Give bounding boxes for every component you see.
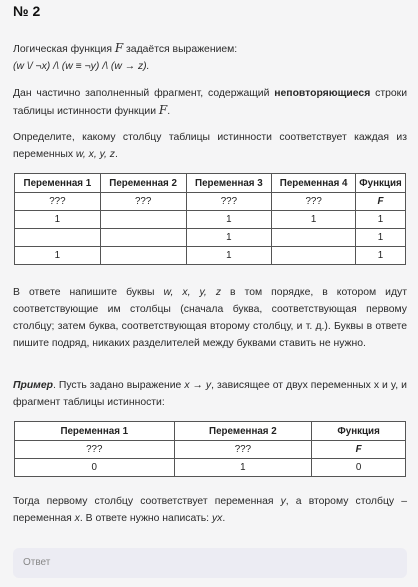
instructions-vars: w, x, y, z	[163, 287, 222, 298]
table-row	[15, 441, 406, 459]
table-cell: 1	[15, 247, 101, 265]
intro-line1-suffix: задаётся выражением:	[123, 44, 238, 55]
table-cell: ???	[272, 193, 356, 211]
table-cell: 1	[186, 211, 272, 229]
task-number: № 2	[13, 3, 41, 19]
intro-line1-prefix: Логическая функция	[13, 44, 115, 55]
function-symbol-2: F	[158, 103, 168, 117]
instructions-part2: в том порядке, в котором идут соответствующие им столбцы (сначала буква, соответствующая первому столбцу; затем буква, соответствующая второму столбцу, и т. д.). Буквы в ответе пишите подряд, никаких разделителей между буквами ставить не нужно.	[13, 287, 407, 349]
intro-text	[13, 40, 407, 75]
table-row	[15, 229, 406, 247]
table-cell: 1	[186, 247, 272, 265]
fragment-desc-end: .	[167, 106, 171, 117]
table-row	[15, 211, 406, 229]
table-cell: 1	[356, 211, 406, 229]
conclusion-part3: . В ответе нужно написать:	[79, 513, 212, 524]
table-cell-function: F	[356, 193, 406, 211]
table-cell: 1	[356, 229, 406, 247]
fragment-desc-part2: строки таблицы истинности функции	[13, 88, 407, 117]
instructions-part1: В ответе напишите буквы	[13, 287, 164, 298]
table-cell: 0	[15, 459, 175, 477]
table-cell	[100, 247, 186, 265]
fragment-desc-part1: Дан частично заполненный фрагмент, содержащий	[13, 88, 275, 99]
table-header-cell: Переменная 3	[186, 174, 272, 193]
answer-input[interactable]	[13, 548, 407, 578]
conclusion-end: .	[222, 513, 226, 524]
table-cell: 1	[186, 229, 272, 247]
answer-placeholder: Ответ	[23, 557, 51, 568]
table-cell: 1	[174, 459, 312, 477]
table-cell	[100, 229, 186, 247]
table-cell	[272, 229, 356, 247]
table-cell: ???	[15, 193, 101, 211]
table-row	[15, 193, 406, 211]
table-header-cell: Функция	[356, 174, 406, 193]
question-vars: w, x, y, z	[75, 149, 115, 160]
table-cell: ???	[186, 193, 272, 211]
table-cell	[272, 247, 356, 265]
conclusion-part1: Тогда первому столбцу соответствует переменная	[13, 496, 281, 507]
truth-table-main	[14, 173, 406, 265]
table-cell: 1	[15, 211, 101, 229]
table-header-cell: Функция	[312, 422, 406, 441]
table-cell	[100, 211, 186, 229]
function-symbol: F	[114, 41, 124, 55]
example-part1: . Пусть задано выражение	[52, 380, 185, 391]
table-header-row	[15, 422, 406, 441]
table-cell: 1	[356, 247, 406, 265]
fragment-description	[13, 85, 407, 120]
question-end: .	[115, 149, 118, 160]
table-cell: 0	[312, 459, 406, 477]
table-header-cell: Переменная 4	[272, 174, 356, 193]
table-header-cell: Переменная 1	[15, 174, 101, 193]
question-part1: Определите, какому столбцу таблицы истинности соответствует каждая из переменных	[13, 132, 407, 160]
table-cell-function: F	[312, 441, 406, 459]
table-cell	[15, 229, 101, 247]
fragment-desc-bold: неповторяющиеся	[274, 88, 371, 99]
example-text	[13, 377, 407, 411]
table-cell: ???	[100, 193, 186, 211]
table-header-row	[15, 174, 406, 193]
conclusion-var2: x	[74, 513, 80, 524]
question-text	[13, 129, 407, 163]
conclusion-answer: yx	[211, 513, 223, 524]
conclusion-part2: , а второму столбцу – переменная	[13, 496, 407, 524]
table-cell: ???	[174, 441, 312, 459]
example-expr: x → y	[184, 380, 212, 391]
table-header-cell: Переменная 2	[100, 174, 186, 193]
table-cell: 1	[272, 211, 356, 229]
conclusion-text	[13, 493, 407, 527]
example-label: Пример	[13, 380, 53, 391]
instructions-text	[13, 284, 407, 352]
truth-table-example	[14, 421, 406, 477]
conclusion-var1: y	[280, 496, 286, 507]
table-row	[15, 459, 406, 477]
table-header-cell: Переменная 2	[174, 422, 312, 441]
example-part2: , зависящее от двух переменных x и y, и фрагмент таблицы истинности:	[13, 380, 407, 408]
table-header-cell: Переменная 1	[15, 422, 175, 441]
table-row	[15, 247, 406, 265]
table-cell: ???	[15, 441, 175, 459]
expression: (w \/ ¬x) /\ (w ≡ ¬y) /\ (w → z).	[13, 61, 150, 72]
